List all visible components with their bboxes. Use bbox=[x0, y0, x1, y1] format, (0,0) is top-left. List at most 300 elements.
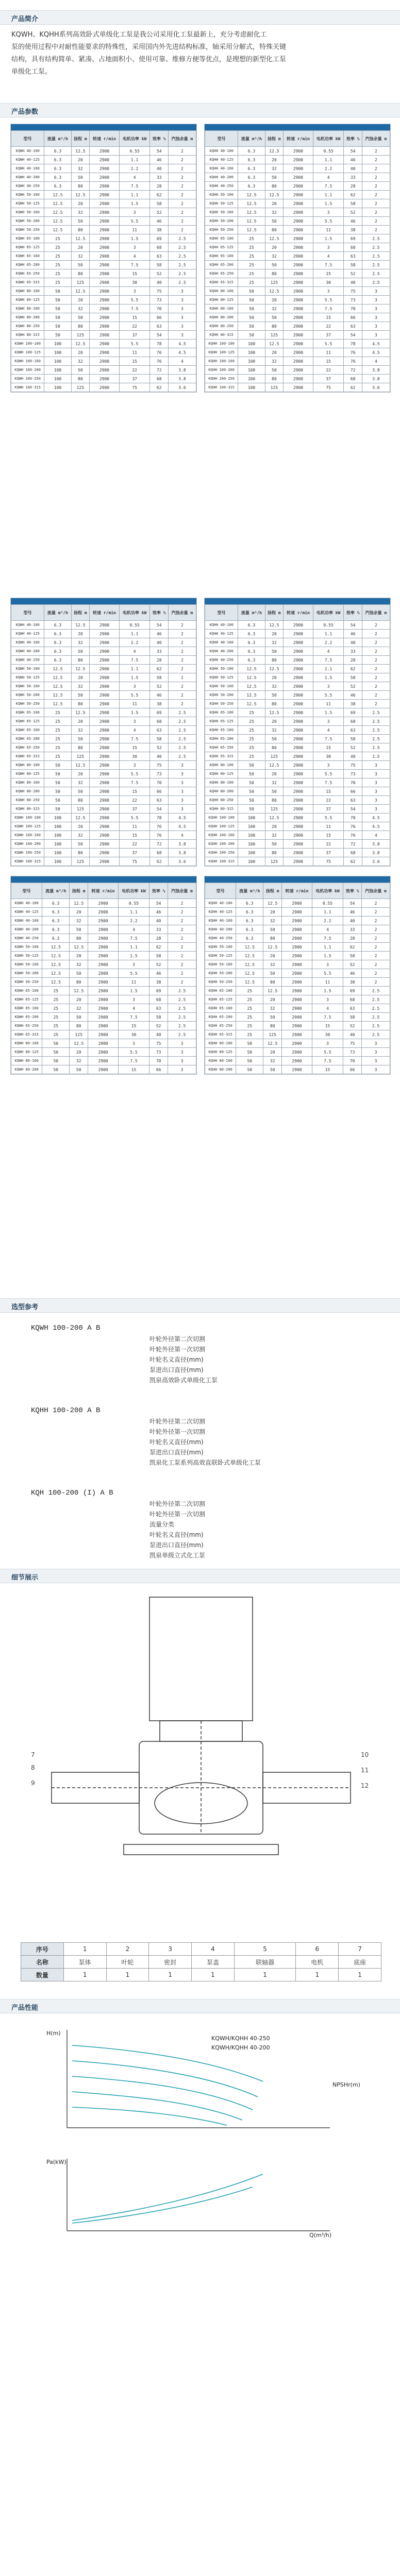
param-cell: 3 bbox=[362, 331, 390, 340]
param-cell: 22 bbox=[313, 840, 344, 849]
param-cell: 6.3 bbox=[44, 156, 71, 164]
param-row bbox=[205, 787, 390, 796]
param-cell: 4 bbox=[312, 925, 343, 934]
param-row bbox=[11, 383, 196, 392]
param-cell: 58 bbox=[150, 735, 168, 743]
param-cell: 50 bbox=[42, 1057, 70, 1065]
param-cell: 2 bbox=[362, 191, 390, 199]
param-cell: 2 bbox=[362, 952, 390, 960]
param-cell: 80 bbox=[265, 743, 283, 752]
param-cell: 2900 bbox=[90, 217, 120, 226]
param-cell: KQHH 80-160 bbox=[205, 304, 238, 313]
param-cell: 76 bbox=[150, 822, 168, 831]
param-cell: 2 bbox=[168, 199, 196, 208]
parts-cell: 数量 bbox=[21, 1969, 64, 1981]
param-cell: 30 bbox=[312, 1030, 343, 1039]
param-cell: 2900 bbox=[90, 182, 120, 191]
param-cell: 50 bbox=[71, 647, 89, 656]
param-cell: 2900 bbox=[90, 375, 120, 383]
param-cell: 2 bbox=[168, 978, 196, 987]
param-cell: 5.5 bbox=[119, 814, 150, 822]
param-cell: 2900 bbox=[282, 1065, 312, 1074]
param-header-cell: 电机功率 kW bbox=[313, 131, 344, 147]
param-cell: 2900 bbox=[282, 899, 312, 908]
param-cell: 32 bbox=[265, 831, 283, 840]
param-cell: 2900 bbox=[282, 908, 312, 917]
param-cell: 50 bbox=[44, 313, 71, 322]
param-cell: 80 bbox=[71, 656, 89, 665]
param-row bbox=[205, 375, 390, 383]
param-cell: 6.3 bbox=[44, 182, 71, 191]
param-cell: 12.5 bbox=[238, 665, 265, 673]
param-cell: 6.3 bbox=[236, 899, 263, 908]
param-cell: 6.3 bbox=[236, 925, 263, 934]
param-cell: 100 bbox=[44, 831, 71, 840]
svg-text:10: 10 bbox=[361, 1751, 369, 1758]
param-row bbox=[205, 761, 390, 770]
param-cell: KQHH 40-200 bbox=[205, 925, 236, 934]
param-cell: 78 bbox=[150, 340, 168, 348]
param-cell: 6.3 bbox=[238, 156, 265, 164]
param-cell: 37 bbox=[313, 331, 344, 340]
param-cell: 7.5 bbox=[119, 304, 150, 313]
param-cell: 25 bbox=[238, 269, 265, 278]
param-header-cell: 流量 m³/h bbox=[44, 131, 71, 147]
param-cell: 50 bbox=[236, 1057, 263, 1065]
parts-cell: 1 bbox=[63, 1943, 106, 1956]
param-cell: KQHH 65-315 bbox=[205, 1030, 236, 1039]
param-cell: 70 bbox=[150, 778, 168, 787]
param-row bbox=[11, 995, 196, 1004]
param-cell: 32 bbox=[263, 1004, 282, 1013]
param-cell: 2900 bbox=[88, 1057, 119, 1065]
param-cell: 58 bbox=[343, 1013, 362, 1022]
param-cell: 7.5 bbox=[119, 261, 150, 269]
param-cell: 12.5 bbox=[42, 943, 70, 952]
param-cell: 12.5 bbox=[44, 208, 71, 217]
param-cell: 2900 bbox=[284, 234, 313, 243]
param-cell: 1.5 bbox=[313, 708, 344, 717]
param-cell: 3.6 bbox=[168, 857, 196, 866]
param-cell: 3 bbox=[119, 682, 150, 691]
param-cell: 80 bbox=[71, 796, 89, 805]
param-cell: KQWH 65-200 bbox=[11, 1013, 42, 1022]
param-cell: 1.5 bbox=[119, 673, 150, 682]
parts-cell: 5 bbox=[234, 1943, 296, 1956]
param-cell: 2.5 bbox=[362, 743, 390, 752]
param-cell: 3 bbox=[168, 313, 196, 322]
intro-line: 泵的使用过程中对耐性能要求的特殊性，采用国内外先进结构标准，轴采用分解式，特殊关键 bbox=[11, 43, 287, 51]
param-cell: 50 bbox=[263, 1013, 282, 1022]
param-cell: KQWH 80-160 bbox=[11, 304, 44, 313]
param-cell: KQHH 100-315 bbox=[205, 383, 238, 392]
param-row bbox=[205, 925, 390, 934]
param-cell: 72 bbox=[150, 840, 168, 849]
param-row bbox=[11, 269, 196, 278]
param-cell: KQWH 65-200 bbox=[11, 261, 44, 269]
param-cell: 5.5 bbox=[313, 814, 344, 822]
param-cell: 25 bbox=[236, 1004, 263, 1013]
param-cell: 2 bbox=[168, 647, 196, 656]
param-cell: 2 bbox=[362, 656, 390, 665]
param-cell: 2.5 bbox=[168, 708, 196, 717]
param-cell: 50 bbox=[71, 173, 89, 182]
param-cell: 2900 bbox=[88, 925, 119, 934]
param-cell: 50 bbox=[265, 217, 283, 226]
param-cell: 6.3 bbox=[238, 621, 265, 630]
param-cell: 3 bbox=[119, 243, 150, 252]
param-row bbox=[205, 743, 390, 752]
param-cell: KQHH 50-100 bbox=[205, 191, 238, 199]
param-cell: 12.5 bbox=[263, 987, 282, 995]
param-cell: KQWH 100-100 bbox=[11, 340, 44, 348]
param-cell: 3 bbox=[168, 1065, 196, 1074]
param-cell: 100 bbox=[44, 357, 71, 366]
param-cell: 12.5 bbox=[263, 1039, 282, 1048]
param-row bbox=[11, 787, 196, 796]
param-cell: 3 bbox=[168, 787, 196, 796]
param-cell: 2900 bbox=[284, 199, 313, 208]
param-cell: 2 bbox=[168, 191, 196, 199]
param-cell: 6.3 bbox=[44, 147, 71, 156]
param-cell: 50 bbox=[238, 322, 265, 331]
param-cell: 20 bbox=[265, 822, 283, 831]
param-cell: 2900 bbox=[282, 925, 312, 934]
param-cell: 80 bbox=[70, 978, 88, 987]
param-cell: 50 bbox=[71, 313, 89, 322]
param-row bbox=[205, 313, 390, 322]
param-cell: 100 bbox=[44, 857, 71, 866]
param-cell: 25 bbox=[44, 252, 71, 261]
param-cell: 3 bbox=[118, 995, 149, 1004]
param-cell: 2.5 bbox=[362, 1022, 390, 1030]
param-cell: 12.5 bbox=[71, 665, 89, 673]
param-cell: 1.5 bbox=[313, 234, 344, 243]
param-cell: KQWH 100-315 bbox=[11, 383, 44, 392]
curve-series-label: KQWH/KQHH 40-250 bbox=[211, 2035, 270, 2042]
param-table bbox=[205, 604, 390, 866]
param-cell: 58 bbox=[344, 261, 362, 269]
param-cell: 80 bbox=[71, 700, 89, 708]
param-cell: 2 bbox=[168, 943, 196, 952]
param-cell: KQHH 40-100 bbox=[205, 621, 238, 630]
param-cell: 125 bbox=[71, 805, 89, 814]
param-cell: 20 bbox=[265, 348, 283, 357]
param-cell: 50 bbox=[263, 925, 282, 934]
param-cell: 2900 bbox=[284, 173, 313, 182]
param-cell: 3 bbox=[168, 322, 196, 331]
param-cell: KQWH 80-250 bbox=[11, 322, 44, 331]
param-cell: 2900 bbox=[282, 1030, 312, 1039]
parts-cell: 1 bbox=[149, 1969, 192, 1981]
param-cell: 70 bbox=[150, 304, 168, 313]
param-cell: 46 bbox=[150, 217, 168, 226]
param-cell: 2 bbox=[362, 700, 390, 708]
param-row bbox=[205, 857, 390, 866]
model-label: 泵进出口直径(mm) bbox=[149, 1541, 204, 1549]
param-cell: 76 bbox=[344, 822, 362, 831]
param-cell: 3.8 bbox=[168, 840, 196, 849]
param-cell: 2900 bbox=[284, 656, 313, 665]
param-cell: 125 bbox=[265, 383, 283, 392]
parts-cell: 1 bbox=[106, 1969, 149, 1981]
param-cell: 5.5 bbox=[118, 1048, 149, 1057]
param-row bbox=[11, 925, 196, 934]
param-cell: 0.55 bbox=[119, 147, 150, 156]
param-cell: 2900 bbox=[284, 252, 313, 261]
param-cell: 11 bbox=[313, 700, 344, 708]
param-cell: 15 bbox=[313, 269, 344, 278]
panel-header-bar bbox=[11, 598, 196, 604]
param-cell: 2.5 bbox=[168, 1022, 196, 1030]
param-cell: 2 bbox=[168, 673, 196, 682]
param-table-panel bbox=[204, 876, 391, 1075]
param-cell: 25 bbox=[238, 735, 265, 743]
param-cell: 2900 bbox=[90, 199, 120, 208]
param-cell: 4 bbox=[312, 1004, 343, 1013]
param-cell: 2900 bbox=[284, 796, 313, 805]
param-header-cell: 电机功率 kW bbox=[119, 605, 150, 621]
param-cell: 12.5 bbox=[265, 708, 283, 717]
param-cell: 50 bbox=[71, 735, 89, 743]
param-cell: 37 bbox=[313, 805, 344, 814]
param-cell: 2900 bbox=[284, 857, 313, 866]
param-cell: 3 bbox=[312, 960, 343, 969]
param-cell: 32 bbox=[70, 960, 88, 969]
param-header-cell: 转速 r/min bbox=[284, 131, 313, 147]
param-cell: 2900 bbox=[88, 987, 119, 995]
param-cell: 69 bbox=[150, 708, 168, 717]
param-cell: 100 bbox=[238, 340, 265, 348]
param-cell: 6.3 bbox=[238, 164, 265, 173]
param-cell: 70 bbox=[344, 304, 362, 313]
param-cell: KQWH 80-100 bbox=[11, 1039, 42, 1048]
param-cell: 12.5 bbox=[263, 899, 282, 908]
param-cell: 2 bbox=[362, 173, 390, 182]
param-cell: 12.5 bbox=[44, 191, 71, 199]
param-cell: 68 bbox=[344, 375, 362, 383]
param-cell: 3 bbox=[118, 960, 149, 969]
param-cell: 32 bbox=[70, 1004, 88, 1013]
param-row bbox=[205, 287, 390, 296]
param-cell: KQWH 40-200 bbox=[11, 647, 44, 656]
param-cell: 80 bbox=[265, 322, 283, 331]
param-row bbox=[11, 217, 196, 226]
param-cell: 12.5 bbox=[71, 621, 89, 630]
param-cell: 2 bbox=[168, 952, 196, 960]
param-cell: 50 bbox=[238, 761, 265, 770]
param-cell: 80 bbox=[71, 849, 89, 857]
param-cell: 25 bbox=[236, 1030, 263, 1039]
param-row bbox=[205, 647, 390, 656]
param-cell: 2900 bbox=[88, 1022, 119, 1030]
param-cell: 25 bbox=[236, 1013, 263, 1022]
param-row bbox=[205, 796, 390, 805]
param-cell: 100 bbox=[44, 383, 71, 392]
param-cell: 25 bbox=[44, 717, 71, 726]
param-cell: 2900 bbox=[284, 278, 313, 287]
param-row bbox=[11, 1030, 196, 1039]
param-cell: 6.3 bbox=[42, 917, 70, 925]
param-cell: 50 bbox=[238, 805, 265, 814]
param-cell: 68 bbox=[344, 717, 362, 726]
param-cell: 75 bbox=[149, 1039, 168, 1048]
param-cell: 46 bbox=[344, 691, 362, 700]
param-cell: 7.5 bbox=[313, 656, 344, 665]
param-cell: 2900 bbox=[90, 840, 120, 849]
param-cell: 58 bbox=[343, 952, 362, 960]
param-cell: 40 bbox=[149, 917, 168, 925]
svg-text:8: 8 bbox=[31, 1764, 35, 1771]
param-cell: 2900 bbox=[282, 1039, 312, 1048]
param-cell: 73 bbox=[344, 770, 362, 778]
param-cell: 20 bbox=[265, 296, 283, 304]
param-row bbox=[205, 987, 390, 995]
param-cell: 20 bbox=[263, 995, 282, 1004]
param-cell: 76 bbox=[150, 348, 168, 357]
param-cell: 2 bbox=[168, 182, 196, 191]
param-row bbox=[11, 1048, 196, 1057]
param-cell: 25 bbox=[238, 752, 265, 761]
param-cell: 25 bbox=[238, 726, 265, 735]
param-cell: 22 bbox=[119, 840, 150, 849]
param-cell: 52 bbox=[150, 208, 168, 217]
param-cell: 5.5 bbox=[119, 340, 150, 348]
param-cell: 32 bbox=[71, 778, 89, 787]
param-row bbox=[11, 630, 196, 638]
param-cell: 2 bbox=[362, 147, 390, 156]
param-cell: 2900 bbox=[284, 322, 313, 331]
param-cell: 2900 bbox=[284, 208, 313, 217]
param-cell: 6.3 bbox=[44, 621, 71, 630]
param-cell: 80 bbox=[263, 934, 282, 943]
param-cell: 100 bbox=[238, 814, 265, 822]
param-cell: 33 bbox=[344, 173, 362, 182]
param-cell: KQWH 100-125 bbox=[11, 348, 44, 357]
param-cell: 76 bbox=[344, 348, 362, 357]
param-cell: 2.2 bbox=[119, 164, 150, 173]
param-cell: 2900 bbox=[282, 995, 312, 1004]
param-cell: 4.5 bbox=[168, 340, 196, 348]
param-cell: 12.5 bbox=[44, 665, 71, 673]
param-cell: 3 bbox=[362, 1065, 390, 1074]
param-cell: 2.5 bbox=[168, 726, 196, 735]
param-cell: 3 bbox=[362, 1048, 390, 1057]
param-cell: 1.5 bbox=[312, 987, 343, 995]
param-cell: 46 bbox=[344, 156, 362, 164]
parts-cell: 名称 bbox=[21, 1956, 64, 1969]
param-cell: 2.5 bbox=[168, 995, 196, 1004]
param-cell: KQWH 100-250 bbox=[11, 849, 44, 857]
param-cell: 12.5 bbox=[236, 969, 263, 978]
param-cell: KQWH 50-160 bbox=[11, 682, 44, 691]
param-row bbox=[11, 743, 196, 752]
param-cell: KQWH 50-250 bbox=[11, 978, 42, 987]
param-cell: 32 bbox=[265, 778, 283, 787]
param-cell: 2900 bbox=[90, 278, 120, 287]
param-cell: 46 bbox=[343, 969, 362, 978]
param-cell: 2900 bbox=[284, 726, 313, 735]
param-cell: 125 bbox=[265, 331, 283, 340]
param-cell: KQWH 100-100 bbox=[11, 814, 44, 822]
param-cell: 2900 bbox=[90, 296, 120, 304]
curve-ylabel: Pa(kW) bbox=[46, 2159, 66, 2165]
param-cell: KQHH 50-160 bbox=[205, 208, 238, 217]
intro-line: KQWH、KQHH系列高效卧式单级化工泵是我公司采用化工泵最新上，充分考虑耐化工 bbox=[11, 31, 267, 39]
param-cell: KQHH 80-100 bbox=[205, 761, 238, 770]
param-cell: 2900 bbox=[88, 1004, 119, 1013]
param-cell: 37 bbox=[119, 805, 150, 814]
param-cell: 2 bbox=[362, 208, 390, 217]
param-cell: 4.5 bbox=[362, 348, 390, 357]
param-cell: KQWH 65-250 bbox=[11, 1022, 42, 1030]
param-cell: 62 bbox=[150, 665, 168, 673]
param-row bbox=[11, 908, 196, 917]
param-cell: 2900 bbox=[90, 787, 120, 796]
param-cell: 20 bbox=[71, 717, 89, 726]
param-cell: 2900 bbox=[282, 943, 312, 952]
param-cell: 2900 bbox=[284, 156, 313, 164]
param-cell: 52 bbox=[149, 960, 168, 969]
param-cell: 1.1 bbox=[313, 665, 344, 673]
param-cell: 32 bbox=[263, 917, 282, 925]
param-cell: 100 bbox=[238, 357, 265, 366]
param-cell: 2900 bbox=[282, 969, 312, 978]
param-cell: 25 bbox=[42, 1022, 70, 1030]
curve-series-label: KQWH/KQHH 40-200 bbox=[211, 2044, 270, 2051]
param-header-cell: 流量 m³/h bbox=[42, 883, 70, 899]
svg-text:9: 9 bbox=[31, 1780, 35, 1787]
param-cell: KQHH 65-200 bbox=[205, 261, 238, 269]
intro-line: 结构，具有结构简单、紧凑、占地面积小、使用可靠、维修方便等优点，是理想的新型化工泵 bbox=[11, 56, 287, 63]
param-row bbox=[11, 164, 196, 173]
param-row bbox=[11, 147, 196, 156]
param-cell: KQWH 50-100 bbox=[11, 665, 44, 673]
param-row bbox=[11, 278, 196, 287]
param-cell: 66 bbox=[343, 1065, 362, 1074]
section-title: 产品简介 bbox=[11, 15, 39, 23]
param-cell: 2.5 bbox=[362, 735, 390, 743]
param-cell: 4 bbox=[118, 1004, 149, 1013]
param-cell: 2900 bbox=[282, 1022, 312, 1030]
param-header-cell: 型号 bbox=[205, 883, 236, 899]
param-cell: 32 bbox=[263, 960, 282, 969]
param-cell: 4.5 bbox=[362, 822, 390, 831]
parts-cell: 1 bbox=[192, 1969, 235, 1981]
param-cell: 3.8 bbox=[362, 366, 390, 375]
param-cell: 11 bbox=[312, 978, 343, 987]
param-cell: 125 bbox=[265, 805, 283, 814]
param-row bbox=[11, 665, 196, 673]
param-cell: 2900 bbox=[90, 770, 120, 778]
param-cell: 125 bbox=[71, 752, 89, 761]
param-row bbox=[11, 243, 196, 252]
param-cell: 4 bbox=[118, 925, 149, 934]
param-cell: 25 bbox=[44, 243, 71, 252]
param-cell: 54 bbox=[150, 805, 168, 814]
section-header-intro bbox=[0, 10, 400, 25]
param-cell: KQWH 65-125 bbox=[11, 717, 44, 726]
param-cell: 80 bbox=[71, 269, 89, 278]
param-cell: KQHH 40-200 bbox=[205, 647, 238, 656]
param-cell: 75 bbox=[150, 287, 168, 296]
param-cell: 50 bbox=[71, 217, 89, 226]
param-cell: 12.5 bbox=[236, 952, 263, 960]
param-cell: 12.5 bbox=[265, 340, 283, 348]
param-cell: 58 bbox=[150, 261, 168, 269]
param-header-cell: 汽蚀余量 m bbox=[362, 605, 390, 621]
param-cell: 70 bbox=[343, 1057, 362, 1065]
